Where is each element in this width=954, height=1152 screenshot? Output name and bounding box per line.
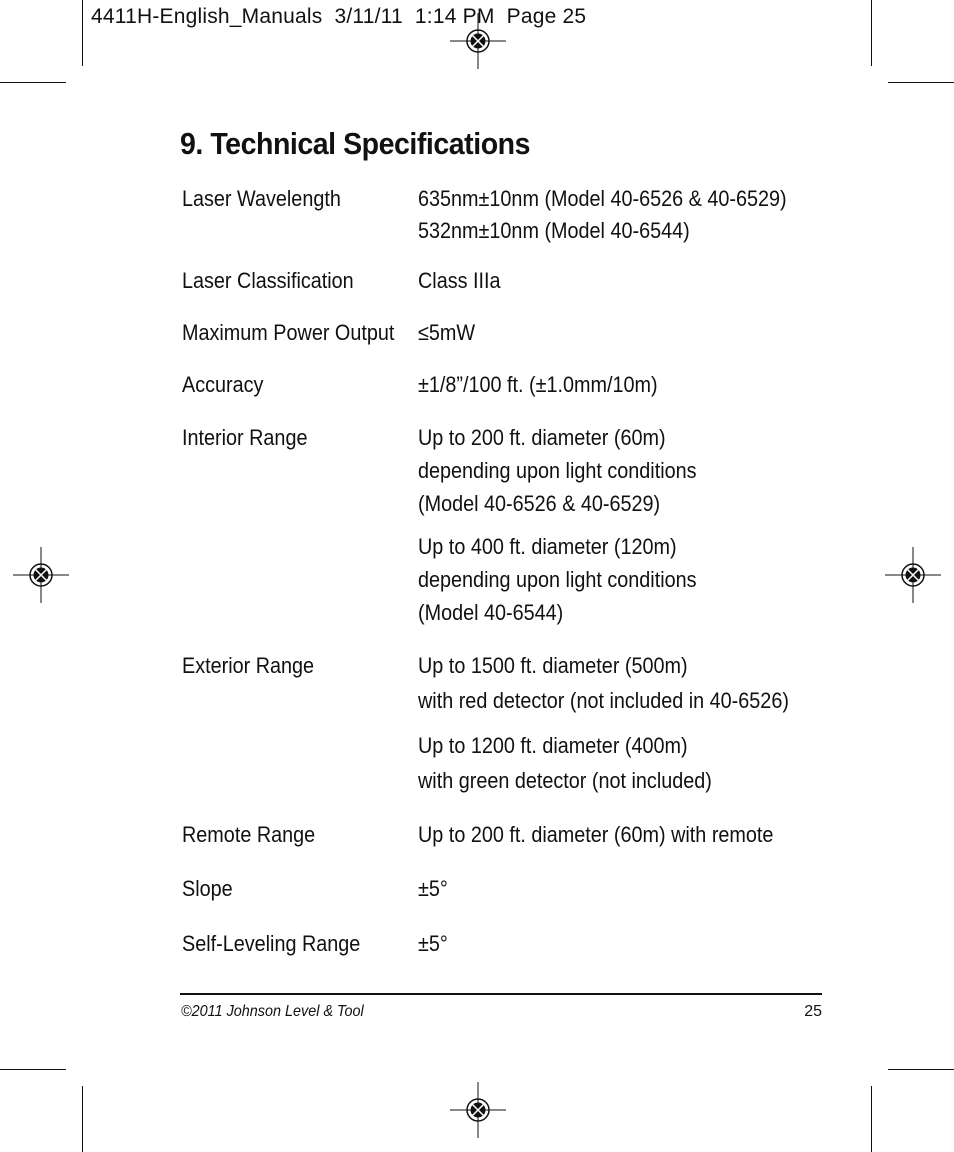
spec-value	[418, 317, 475, 349]
spec-value	[418, 265, 501, 297]
spec-value	[418, 648, 789, 798]
footer-page-number: 25	[804, 1003, 822, 1020]
footer-rule	[180, 993, 822, 995]
spec-value-line: 635nm±10nm (Model 40-6526 & 40-6529)	[418, 186, 787, 211]
page-title: 9. Technical Specifications	[180, 126, 531, 161]
spec-value	[418, 421, 697, 629]
crop-mark-bottom-right-vertical	[871, 1086, 872, 1152]
spec-value-line: with green detector (not included)	[418, 768, 712, 793]
spec-value-line: Up to 1200 ft. diameter (400m)	[418, 733, 688, 758]
crop-mark-top-left-horizontal	[0, 82, 66, 83]
spec-value	[418, 819, 773, 851]
spec-label: Exterior Range	[182, 653, 315, 678]
spec-value-line: ±1/8”/100 ft. (±1.0mm/10m)	[418, 372, 658, 397]
spec-label: Laser Wavelength	[182, 186, 341, 211]
spec-label: Accuracy	[182, 372, 264, 397]
spec-value-line: ±5°	[418, 876, 448, 901]
spec-value-line: Up to 200 ft. diameter (60m) with remote	[418, 822, 774, 847]
spec-label: Maximum Power Output	[182, 320, 395, 345]
spec-value	[418, 369, 658, 401]
spec-label: Laser Classification	[182, 268, 354, 293]
spec-value-line: ±5°	[418, 931, 448, 956]
spec-label: Remote Range	[182, 822, 316, 847]
registration-mark-icon	[13, 547, 69, 603]
print-slug: 4411H-English_Manuals 3/11/11 1:14 PM Page 25	[91, 5, 587, 28]
crop-mark-bottom-left-horizontal	[0, 1069, 66, 1070]
spec-value-line: ≤5mW	[418, 320, 476, 345]
spec-value-line: Up to 400 ft. diameter (120m)	[418, 534, 677, 559]
crop-mark-bottom-right-horizontal	[888, 1069, 954, 1070]
crop-mark-top-right-vertical	[871, 0, 872, 66]
spec-value-line: (Model 40-6544)	[418, 600, 564, 625]
registration-mark-icon	[450, 13, 506, 69]
spec-value-line: 532nm±10nm (Model 40-6544)	[418, 218, 690, 243]
spec-label: Slope	[182, 876, 233, 901]
spec-label: Self-Leveling Range	[182, 931, 361, 956]
spec-value	[418, 183, 787, 247]
spec-value-line: (Model 40-6526 & 40-6529)	[418, 491, 661, 516]
registration-mark-icon	[450, 1082, 506, 1138]
spec-value-line: depending upon light conditions	[418, 458, 697, 483]
spacer	[418, 520, 697, 530]
spec-value-line: with red detector (not included in 40-6526)	[418, 688, 789, 713]
spec-label: Interior Range	[182, 425, 308, 450]
spec-value	[418, 873, 448, 905]
spec-value	[418, 928, 448, 960]
registration-mark-icon	[885, 547, 941, 603]
crop-mark-top-left-vertical	[82, 0, 83, 66]
spec-value-line: depending upon light conditions	[418, 567, 697, 592]
spec-value-line: Class IIIa	[418, 268, 501, 293]
footer-copyright: ©2011 Johnson Level & Tool	[181, 1003, 364, 1020]
spec-value-line: Up to 200 ft. diameter (60m)	[418, 425, 666, 450]
spacer	[418, 718, 789, 728]
spec-value-line: Up to 1500 ft. diameter (500m)	[418, 653, 688, 678]
crop-mark-bottom-left-vertical	[82, 1086, 83, 1152]
crop-mark-top-right-horizontal	[888, 82, 954, 83]
